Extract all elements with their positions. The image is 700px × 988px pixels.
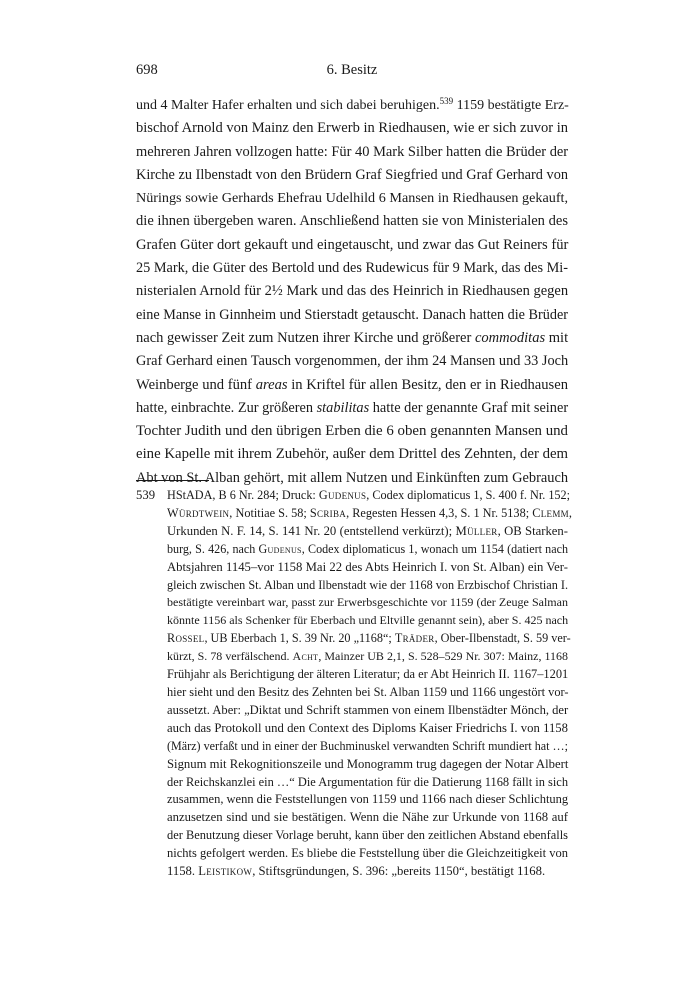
footnote-line: Frühjahr als Berichtigung der älteren Literatur; da er Abt Heinrich II. 1167–1201 xyxy=(167,667,569,682)
footnote-line: (März) verfaßt und in einer der Buchminuskel verwandten Schrift mundiert hat …; xyxy=(167,738,568,753)
text-line: die ihnen übergeben waren. Anschließend hatten sie von Ministerialen des xyxy=(136,213,568,230)
footnote-body xyxy=(167,487,572,881)
footnote-line: Rossel, UB Eberbach 1, S. 39 Nr. 20 „1168“; Träder, Ober-Ilbenstadt, S. 59 ver- xyxy=(167,631,571,646)
text-line: eine Kapelle mit ihrem Zubehör, außer dem Drittel des Zehnten, der dem xyxy=(136,446,569,463)
text-line: nisterialen Arnold für 2½ Mark und das des Heinrich in Riedhausen gegen xyxy=(136,283,569,300)
footnote-line: 1158. Leistikow, Stiftsgründungen, S. 396: „bereits 1150“, bestätigt 1168. xyxy=(167,864,546,879)
text-line: Weinberge und fünf areas in Kriftel für allen Besitz, den er in Riedhausen xyxy=(136,376,568,393)
footnote-line: hier sieht und den Besitz des Zehnten bei St. Alban 1159 und 1166 ungestört vor- xyxy=(167,684,569,699)
text-line: hatte, einbrachte. Zur größeren stabilitas hatte der genannte Graf mit seiner xyxy=(136,399,569,416)
text-line: Nürings sowie Gerhards Ehefrau Udelhild 6 Mansen in Riedhausen gekauft, xyxy=(136,190,568,207)
footnote-line: burg, S. 426, nach Gudenus, Codex diplomaticus 1, wonach um 1154 (datiert nach xyxy=(167,541,568,556)
footnote-line: könnte 1156 als Schenker für Eberbach und Eltville genannt sein), aber S. 425 nach xyxy=(167,613,569,628)
footnote-line: Signum mit Rekognitionszeile und Monogramm trug dagegen der Notar Albert xyxy=(167,756,569,771)
latin-term: areas xyxy=(255,376,288,393)
author-name: Würdtwein xyxy=(167,505,230,520)
text-line: nach gewisser Zeit zum Nutzen ihrer Kirche und größerer commoditas mit xyxy=(136,329,569,346)
text-line: Tochter Judith und den übrigen Erben die 6 oben genannten Mansen und xyxy=(136,423,568,440)
chapter-title: 6. Besitz xyxy=(326,62,378,78)
footnote-line: gleich zwischen St. Alban und Ilbenstadt wie der 1168 von Erzbischof Christian I. xyxy=(167,577,568,592)
text-line: Abt von St. Alban gehört, mit allem Nutzen und Einkünften zum Gebrauch xyxy=(136,469,569,486)
footnote-line: HStADA, B 6 Nr. 284; Druck: Gudenus, Codex diplomaticus 1, S. 400 f. Nr. 152; xyxy=(167,488,571,502)
author-name: Rossel xyxy=(167,631,205,646)
text-line: Kirche zu Ilbenstadt von den Brüdern Graf Siegfried und Graf Gerhard von xyxy=(136,166,568,183)
author-name: Clemm xyxy=(532,505,569,520)
author-name: Leistikow xyxy=(198,864,253,879)
footnote-line: zusammen, wenn die Feststellungen von 1159 und 1166 nach dieser Schlichtung xyxy=(167,792,569,807)
footnote-line: der Benutzung dieser Vorlage beruht, kann über den zeitlichen Abstand ebenfalls xyxy=(167,828,568,843)
author-name: Gudenus xyxy=(318,488,367,502)
author-name: Müller xyxy=(455,523,498,538)
footnote-line: der Reichskanzlei ein …“ Die Argumentation für die Datierung 1168 fällt in sich xyxy=(167,774,569,789)
text-line: mehreren Jahren vollzogen hatte: Für 40 Mark Silber hatten die Brüder der xyxy=(136,143,569,160)
footnote-line: kürzt, S. 78 verfälschend. Acht, Mainzer UB 2,1, S. 528–529 Nr. 307: Mainz, 1168 xyxy=(167,649,568,664)
footnote-line: bestätigte vereinbart war, passt zur Erwerbsgeschichte vor 1159 (der Zeuge Salman xyxy=(167,595,568,610)
text-line: bischof Arnold von Mainz den Erwerb in Riedhausen, wie er sich zuvor in xyxy=(136,120,568,137)
author-name: Scriba xyxy=(309,505,347,520)
footnote-line: Würdtwein, Notitiae S. 58; Scriba, Regesten Hessen 4,3, S. 1 Nr. 5138; Clemm, xyxy=(167,505,572,520)
text-line: und 4 Malter Hafer erhalten und sich dabei beruhigen.$^{539}$ 1159 bestätigte Erz- xyxy=(136,96,569,113)
footnote-reference[interactable]: 539 xyxy=(439,96,454,106)
latin-term: commoditas xyxy=(474,329,546,346)
author-name: Acht xyxy=(292,649,319,664)
footnote-line: nichts gefolgert werden. Es bliebe die Feststellung über die Gleichzeitigkeit von xyxy=(167,846,568,861)
text-line: 25 Mark, die Güter des Bertold und des Rudewicus für 9 Mark, das des Mi- xyxy=(136,260,568,277)
author-name: Träder xyxy=(394,631,435,646)
footnote-line: anzusetzen sind und sie bestätigen. Wenn die Nähe zur Urkunde von 1168 auf xyxy=(167,810,568,825)
page-number: 698 xyxy=(136,62,158,78)
footnote-line: Abtsjahren 1145–vor 1158 Mai 22 des Abts Heinrich I. von St. Alban) ein Ver- xyxy=(167,559,568,574)
footnote-divider xyxy=(136,480,209,481)
footnote-line: Urkunden N. F. 14, S. 141 Nr. 20 (entstellend verkürzt); Müller, OB Starken- xyxy=(167,523,569,538)
footnote-line: auch das Protokoll und den Context des Diploms Kaiser Friedrichs I. von 1158 xyxy=(167,720,568,735)
text-line: Grafen Güter dort gekauft und eingetauscht, und zwar das Gut Reiners für xyxy=(136,236,569,253)
text-line: Graf Gerhard einen Tausch vorgenommen, der ihm 24 Mansen und 33 Joch xyxy=(136,353,569,370)
main-text xyxy=(136,94,568,490)
running-head xyxy=(136,62,568,82)
author-name: Gudenus xyxy=(258,541,302,556)
footnote-line: aussetzt. Aber: „Diktat und Schrift stammen von einem Ilbenstädter Mönch, der xyxy=(167,702,569,717)
text-line: eine Manse in Ginnheim und Stierstadt getauscht. Danach hatten die Brüder xyxy=(136,306,568,323)
footnote-number: 539 xyxy=(136,488,156,502)
latin-term: stabilitas xyxy=(316,399,370,416)
